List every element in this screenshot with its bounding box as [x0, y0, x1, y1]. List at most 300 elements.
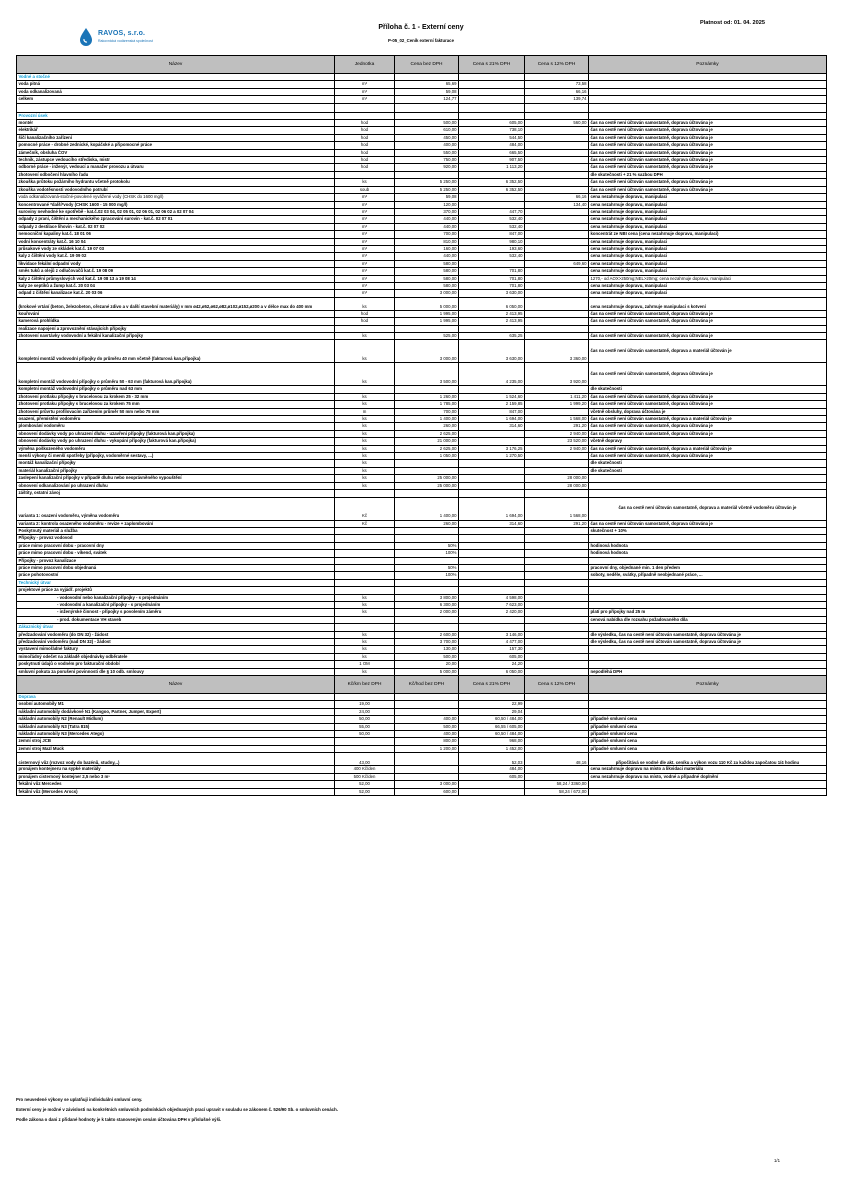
- cell-unit: [335, 557, 395, 564]
- table-row: [17, 438, 827, 445]
- cell-price: 400,00: [395, 731, 459, 738]
- cell-price: 1 260,00: [395, 393, 459, 400]
- cell-vat21: [459, 467, 525, 474]
- cell-price: 450,00: [395, 134, 459, 141]
- cell-vat21: 484,00: [459, 766, 525, 773]
- cell-vat21: 3 630,00: [459, 290, 525, 297]
- cell-vat21: [459, 550, 525, 557]
- cell-price: [395, 766, 459, 773]
- cell-notes: [589, 74, 827, 81]
- cell-unit: [335, 535, 395, 542]
- cell-notes: cena nezahrnuje dopravu, manipulaci: [589, 290, 827, 297]
- cell-unit: m³: [335, 223, 395, 230]
- table-row: [17, 363, 827, 386]
- cell-vat21: 314,60: [459, 520, 525, 527]
- header-vat12: Cena s 12% DPH: [525, 56, 589, 74]
- cell-price: 440,00: [395, 216, 459, 223]
- table-row: [17, 716, 827, 723]
- cell-vat21: 6 050,00: [459, 297, 525, 310]
- cell-price: [395, 708, 459, 715]
- table-row: [17, 253, 827, 260]
- cell-vat12: [525, 661, 589, 668]
- cell-vat21: [459, 587, 525, 594]
- cell-notes: případné smluvní cena: [589, 731, 827, 738]
- cell-price: [395, 694, 459, 701]
- table-header-transport: [17, 676, 827, 694]
- cell-name: projektové práce za vyjádř. projektů: [17, 587, 335, 594]
- table-row: [17, 171, 827, 178]
- cell-vat12: [525, 127, 589, 134]
- cell-price: 500,00: [395, 723, 459, 730]
- cell-name: nákladní automobily dodávkové N1 (Kangoo, Partner, Jumper, Expert): [17, 708, 335, 715]
- cell-price: 21 000,00: [395, 438, 459, 445]
- cell-price: 3 000,00: [395, 290, 459, 297]
- price-table-body: [17, 56, 827, 796]
- table-row: [17, 609, 827, 616]
- cell-unit: [335, 542, 395, 549]
- cell-name: kaly z čištění vody kat.č. 19 09 02: [17, 253, 335, 260]
- table-row: [17, 231, 827, 238]
- cell-vat12: 134,40: [525, 201, 589, 208]
- table-row: [17, 745, 827, 752]
- cell-vat12: 2 940,00: [525, 430, 589, 437]
- cell-price: 1 400,00: [395, 497, 459, 520]
- cell-notes: [589, 708, 827, 715]
- cell-vat21: [459, 460, 525, 467]
- cell-price: 550,00: [395, 149, 459, 156]
- table-header: [17, 56, 827, 74]
- cell-vat12: [525, 386, 589, 393]
- cell-notes: dle skutečnosti: [589, 467, 827, 474]
- cell-vat21: 4 477,00: [459, 639, 525, 646]
- cell-vat21: 4 598,00: [459, 594, 525, 601]
- cell-notes: čas na cestě není účtován samostatně, doprava účtována je: [589, 157, 827, 164]
- cell-name: šičí kanalizačního zařízení: [17, 134, 335, 141]
- cell-vat21: 701,80: [459, 268, 525, 275]
- cell-notes: dle výsledku, čas na cestě není účtován samostatně, doprava účtována je: [589, 631, 827, 638]
- cell-vat12: 291,20: [525, 520, 589, 527]
- cell-notes: připočítává se vodné dle akt. ceníku a výkon vozu 110 Kč za každou započatou 1/4 hodinu: [589, 753, 827, 766]
- table-row: [17, 325, 827, 332]
- cell-price: [395, 624, 459, 631]
- cell-name: práce pohotovostní: [17, 572, 335, 579]
- cell-vat21: 1 113,20: [459, 164, 525, 171]
- cell-unit: m³: [335, 238, 395, 245]
- cell-name: kouřování: [17, 310, 335, 317]
- cell-vat12: [525, 216, 589, 223]
- table-row: [17, 208, 827, 215]
- cell-vat12: [525, 112, 589, 119]
- cell-price: 2 625,00: [395, 445, 459, 452]
- cell-notes: pracovní dny, objednané min. 1 den předem: [589, 564, 827, 571]
- cell-unit: m³: [335, 290, 395, 297]
- cell-vat21: [459, 386, 525, 393]
- cell-vat21: 2 413,95: [459, 318, 525, 325]
- cell-unit: [335, 738, 395, 745]
- cell-vat21: [459, 88, 525, 95]
- cell-price: 1 995,00: [395, 318, 459, 325]
- cell-notes: čas na cestě není účtován samostatně, doprava účtována je: [589, 423, 827, 430]
- cell-notes: čas na cestě není účtován samostatně, doprava účtována je: [589, 318, 827, 325]
- cell-unit: ks: [335, 594, 395, 601]
- cell-unit: m³: [335, 81, 395, 88]
- footer-note: Podle zákona o dani z přidané hodnoty je k takto stanoveným cenám účtována DPH v příslušné výši.: [16, 1117, 222, 1122]
- cell-unit: m³: [335, 201, 395, 208]
- cell-name: montáž kanalizační přípojky: [17, 460, 335, 467]
- cell-unit: [335, 325, 395, 332]
- cell-vat21: 1 452,00: [459, 745, 525, 752]
- cell-vat12: [525, 527, 589, 534]
- cell-notes: cena nezahrnuje dopravu, zahrnuje manipulaci s kotvení: [589, 297, 827, 310]
- table-row: [17, 260, 827, 267]
- cell-notes: cena nezahrnuje dopravu, manipulaci: [589, 216, 827, 223]
- cell-vat12: [525, 134, 589, 141]
- cell-notes: cena nezahrnuje dopravu, manipulaci: [589, 238, 827, 245]
- cell-price: 3 700,00: [395, 639, 459, 646]
- cell-notes: [589, 601, 827, 608]
- cell-notes: cena nezahrnuje dopravu, manipulaci: [589, 208, 827, 215]
- table-row: [17, 557, 827, 564]
- cell-vat12: 560,00: [525, 120, 589, 127]
- cell-vat21: 532,40: [459, 223, 525, 230]
- header2-notes: Poznámky: [589, 676, 827, 694]
- cell-vat12: 1 568,00: [525, 416, 589, 423]
- cell-price: [395, 325, 459, 332]
- cell-price: 160,00: [395, 245, 459, 252]
- header-unit: Jednotka: [335, 56, 395, 74]
- table-row: [17, 646, 827, 653]
- cell-notes: [589, 103, 827, 112]
- cell-vat12: [525, 164, 589, 171]
- table-row: [17, 490, 827, 497]
- cell-vat12: [525, 646, 589, 653]
- cell-name: realizace napojení a zprovoznění stávajících přípojky: [17, 325, 335, 332]
- table-row: [17, 708, 827, 715]
- cell-notes: dle skutečnosti + 21 % sazbou DPH: [589, 171, 827, 178]
- cell-vat21: 3 146,00: [459, 631, 525, 638]
- cell-vat21: [459, 260, 525, 267]
- cell-unit: ks: [335, 179, 395, 186]
- cell-vat12: [525, 223, 589, 230]
- cell-vat21: [459, 542, 525, 549]
- cell-notes: [589, 490, 827, 497]
- cell-name: nákladní automobily N3 (Tatra 815): [17, 723, 335, 730]
- cell-unit: m³: [335, 275, 395, 282]
- cell-name: předzadování vodoměru (do DN 32) - žádost: [17, 631, 335, 638]
- cell-notes: čas na cestě není účtován samostatně, doprava účtována je: [589, 453, 827, 460]
- cell-notes: [589, 112, 827, 119]
- cell-vat21: [459, 74, 525, 81]
- header2-price: Kč/hod bez DPH: [395, 676, 459, 694]
- logo-name: RAVOS, s.r.o.: [98, 30, 146, 37]
- cell-unit: m³: [335, 88, 395, 95]
- table-row: [17, 668, 827, 675]
- cell-notes: [589, 788, 827, 795]
- cell-vat21: 6 050,00: [459, 668, 525, 675]
- cell-vat21: 532,40: [459, 253, 525, 260]
- cell-price: [395, 773, 459, 780]
- cell-unit: ks: [335, 340, 395, 363]
- cell-vat21: 22,99: [459, 701, 525, 708]
- cell-vat21: 29,04: [459, 708, 525, 715]
- cell-vat21: 1 524,60: [459, 393, 525, 400]
- cell-notes: čas na cestě není účtován samostatně, doprava a materiál účtován je: [589, 340, 827, 363]
- cell-price: [395, 557, 459, 564]
- cell-notes: 1270,- od AOX>250mg;NEL>20mg; cena nezahrnuje dopravu, manipulaci: [589, 275, 827, 282]
- cell-price: 5 000,00: [395, 297, 459, 310]
- cell-name: - vodovodní nebo kanalizační přípojky - s projednáním: [17, 594, 335, 601]
- table-row: [17, 520, 827, 527]
- table-row: [17, 460, 827, 467]
- table-row: [17, 318, 827, 325]
- table-row: [17, 475, 827, 482]
- cell-notes: dle skutečnosti: [589, 460, 827, 467]
- cell-unit: hod: [335, 157, 395, 164]
- cell-notes: případné smluvní cena: [589, 723, 827, 730]
- cell-vat12: [525, 268, 589, 275]
- cell-vat21: [459, 572, 525, 579]
- cell-name: Přípojky - provoz kanalizace: [17, 557, 335, 564]
- table-row: [17, 333, 827, 340]
- table-row: [17, 223, 827, 230]
- cell-price: [395, 460, 459, 467]
- section-header: [17, 579, 827, 586]
- cell-notes: [589, 661, 827, 668]
- header2-unit: Kč/km bez DPH: [335, 676, 395, 694]
- cell-notes: čas na cestě není účtován samostatně, doprava účtována je: [589, 142, 827, 149]
- cell-vat12: [525, 572, 589, 579]
- cell-vat21: 447,70: [459, 208, 525, 215]
- table-row: [17, 572, 827, 579]
- cell-vat21: 665,50: [459, 149, 525, 156]
- cell-name: směs tuků a olejů z odlučovačů kat.č. 19 08 09: [17, 268, 335, 275]
- cell-notes: čas na cestě není účtován samostatně, doprava a materiál účtován je: [589, 445, 827, 452]
- cell-price: 800,00: [395, 738, 459, 745]
- table-row: [17, 631, 827, 638]
- cell-notes: čas na cestě není účtován samostatně, doprava a materiál včetně vodoměru účtován je: [589, 497, 827, 520]
- cell-price: [395, 490, 459, 497]
- cell-vat21: [459, 194, 525, 201]
- cell-unit: ks: [335, 401, 395, 408]
- cell-name: obnovení dodávky vody po uhrazení dluhu - vykopání přípojky (fakturová kan.přípojka): [17, 438, 335, 445]
- cell-unit: [335, 550, 395, 557]
- cell-vat12: [525, 231, 589, 238]
- cell-notes: [589, 579, 827, 586]
- table-row: [17, 430, 827, 437]
- footer-notes: [16, 1095, 338, 1125]
- cell-price: 120,00: [395, 201, 459, 208]
- cell-vat21: [459, 694, 525, 701]
- cell-vat21: [459, 579, 525, 586]
- cell-price: 1 050,00: [395, 453, 459, 460]
- cell-unit: [335, 490, 395, 497]
- cell-vat12: [525, 708, 589, 715]
- cell-name: osobní automobily M1: [17, 701, 335, 708]
- section-header: [17, 624, 827, 631]
- cell-vat21: 968,00: [459, 738, 525, 745]
- cell-vat21: 4 235,00: [459, 363, 525, 386]
- cell-notes: [589, 88, 827, 95]
- header-name: Název: [17, 56, 335, 74]
- cell-vat21: 157,30: [459, 646, 525, 653]
- cell-notes: [589, 81, 827, 88]
- cell-vat12: [525, 609, 589, 616]
- cell-name: pronájem kontejneru na sypké materiály: [17, 766, 335, 773]
- price-table: [16, 55, 827, 796]
- cell-name: cisternový vůz (rozvoz vody do bazénů, studny,..): [17, 753, 335, 766]
- cell-vat12: [525, 253, 589, 260]
- header-vat21: Cena s 21% DPH: [459, 56, 525, 74]
- cell-name: elektrikář: [17, 127, 335, 134]
- table-row: [17, 766, 827, 773]
- cell-price: 580,00: [395, 282, 459, 289]
- cell-vat12: [525, 103, 589, 112]
- table-row: [17, 290, 827, 297]
- cell-price: 580,00: [395, 260, 459, 267]
- cell-price: 130,00: [395, 646, 459, 653]
- cell-vat12: [525, 171, 589, 178]
- cell-price: 500,00: [395, 653, 459, 660]
- cell-unit: 400 Kč/den: [335, 766, 395, 773]
- cell-vat21: [459, 535, 525, 542]
- cell-unit: [335, 103, 395, 112]
- cell-unit: ks: [335, 668, 395, 675]
- cell-price: 50%: [395, 542, 459, 549]
- cell-notes: čas na cestě není účtován samostatně, doprava účtována je: [589, 127, 827, 134]
- table-row: [17, 542, 827, 549]
- cell-name: materiál kanalizační přípojky: [17, 467, 335, 474]
- cell-vat12: [525, 723, 589, 730]
- cell-vat12: 3 360,00: [525, 340, 589, 363]
- cell-price: [395, 467, 459, 474]
- cell-price: 260,00: [395, 520, 459, 527]
- cell-name: průsakové vody ze skládek kat.č. 19 07 03: [17, 245, 335, 252]
- cell-name: (krokové vrtání (beton, železobeton, ořezané zdivo a v další stavební materiály) v mm ø42,ø52,ø62,ø82,ø102,ø152,ø200 a v délce max do 400 mm: [17, 297, 335, 310]
- cell-vat21: 60,50 / 484,00: [459, 716, 525, 723]
- cell-price: 5 000,00: [395, 668, 459, 675]
- cell-name: výměna poškozeného vodoměru: [17, 445, 335, 452]
- cell-notes: případné smluvní cena: [589, 738, 827, 745]
- cell-name: zkouška vodotěsnosti vodovodního potrubí: [17, 186, 335, 193]
- cell-unit: ks: [335, 646, 395, 653]
- cell-unit: hod: [335, 318, 395, 325]
- cell-name: plombování vodoměru: [17, 423, 335, 430]
- cell-vat12: 139,74: [525, 96, 589, 103]
- cell-unit: [335, 171, 395, 178]
- table-row: [17, 134, 827, 141]
- table-row: [17, 164, 827, 171]
- table-row: [17, 467, 827, 474]
- cell-name: Doprava: [17, 694, 335, 701]
- cell-unit: hod: [335, 164, 395, 171]
- cell-vat21: [459, 616, 525, 623]
- document-title: Příloha č. 1 - Externí ceny: [378, 24, 464, 31]
- cell-price: 580,00: [395, 268, 459, 275]
- cell-price: 400,00: [395, 142, 459, 149]
- cell-notes: čas na cestě není účtován samostatně, doprava účtována je: [589, 520, 827, 527]
- cell-unit: [335, 694, 395, 701]
- cell-name: zhotovení protlaku přípojky s brucelovou za krokem 25 - 32 mm: [17, 393, 335, 400]
- cell-vat12: [525, 282, 589, 289]
- cell-vat21: [459, 557, 525, 564]
- cell-name: pomocné práce - drobné zednické, kopáčské a připomocné práce: [17, 142, 335, 149]
- table-row: [17, 201, 827, 208]
- table-row: [17, 245, 827, 252]
- cell-vat12: 1 999,20: [525, 401, 589, 408]
- cell-vat12: [525, 631, 589, 638]
- cell-name: nemocniční kapaliny kat.č. 18 01 06: [17, 231, 335, 238]
- table-row: [17, 297, 827, 310]
- cell-notes: [589, 653, 827, 660]
- cell-name: zhotovení odbočení hlavního řadu: [17, 171, 335, 178]
- cell-name: kamerová prohlídka: [17, 318, 335, 325]
- cell-vat21: 6 352,50: [459, 186, 525, 193]
- cell-vat12: [525, 467, 589, 474]
- cell-unit: m³: [335, 268, 395, 275]
- cell-name: zaslepení kanalizační přípojky v případě dluhu nebo neoprávněného vypouštění: [17, 475, 335, 482]
- cell-unit: ks: [335, 363, 395, 386]
- section-header: [17, 112, 827, 119]
- table-row: [17, 88, 827, 95]
- table-row: [17, 773, 827, 780]
- cell-vat21: [459, 201, 525, 208]
- table-row: [17, 149, 827, 156]
- spacer-row: [17, 103, 827, 112]
- cell-vat12: [525, 766, 589, 773]
- table-row: [17, 527, 827, 534]
- cell-notes: [589, 624, 827, 631]
- cell-name: vodní koncentráty kat.č. 16 10 04: [17, 238, 335, 245]
- cell-name: varianta 2: kontrola osazeného vodoměru - revize + zaplombování: [17, 520, 335, 527]
- cell-price: 600,00: [395, 788, 459, 795]
- cell-notes: skutečnost + 10%: [589, 527, 827, 534]
- cell-notes: čas na cestě není účtován samostatně, doprava účtována je: [589, 179, 827, 186]
- cell-name: práce mimo pracovní dobu - víkend, svátek: [17, 550, 335, 557]
- cell-name: montér: [17, 120, 335, 127]
- table-row: [17, 653, 827, 660]
- cell-notes: čas na cestě není účtován samostatně, doprava účtována je: [589, 186, 827, 193]
- cell-unit: ks: [335, 423, 395, 430]
- cell-name: Provozní úsek: [17, 112, 335, 119]
- cell-name: Vodné a stočné: [17, 74, 335, 81]
- cell-name: práce mimo pracovní dobu objednaná: [17, 564, 335, 571]
- cell-notes: [589, 587, 827, 594]
- cell-vat12: [525, 238, 589, 245]
- cell-vat21: [459, 624, 525, 631]
- cell-notes: čas na cestě není účtován samostatně, doprava účtována je: [589, 333, 827, 340]
- cell-vat21: 484,00: [459, 142, 525, 149]
- cell-vat21: 980,10: [459, 238, 525, 245]
- table-row: [17, 753, 827, 766]
- cell-notes: cena nezahrnuje dopravu, manipulaci: [589, 223, 827, 230]
- cell-name: koncentrované *další*vody (CHSK 1600 - 15 000 mg/l): [17, 201, 335, 208]
- cell-vat12: [525, 179, 589, 186]
- table-row: [17, 587, 827, 594]
- cell-vat21: 605,00: [459, 773, 525, 780]
- cell-vat12: 1 568,00: [525, 497, 589, 520]
- cell-vat21: 1 270,50: [459, 453, 525, 460]
- cell-vat12: [525, 738, 589, 745]
- cell-vat21: 605,00: [459, 653, 525, 660]
- cell-unit: 1 OM: [335, 661, 395, 668]
- cell-vat12: 649,60: [525, 260, 589, 267]
- cell-unit: [335, 112, 395, 119]
- cell-name: pronájem cisternový kontejner 2,5 nebo 3 m³: [17, 773, 335, 780]
- table-row: [17, 781, 827, 788]
- cell-price: 2 600,00: [395, 631, 459, 638]
- cell-vat21: 3 176,25: [459, 445, 525, 452]
- cell-unit: 52,00: [335, 788, 395, 795]
